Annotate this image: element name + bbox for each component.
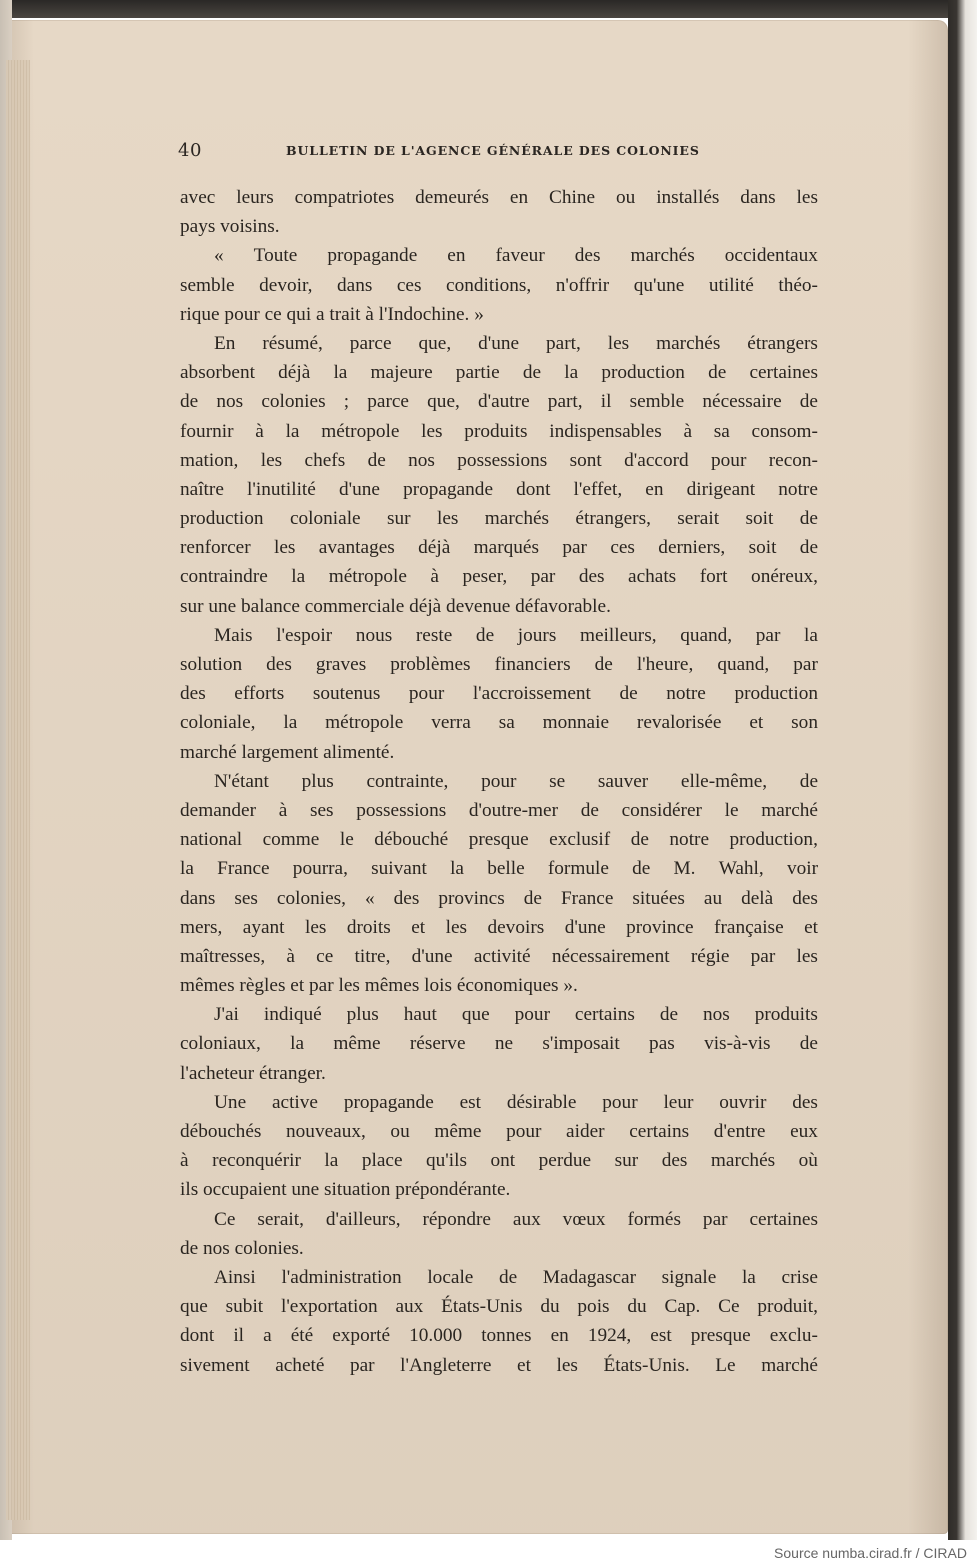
text-line: semble devoir, dans ces conditions, n'offrir qu'une utilité théo-: [180, 274, 818, 296]
text-line: sur une balance commerciale déjà devenue défavorable.: [180, 595, 611, 617]
text-line: Mais l'espoir nous reste de jours meilleurs, quand, par la: [214, 624, 818, 646]
text-line: à reconquérir la place qu'ils ont perdue sur des marchés où: [180, 1150, 818, 1172]
text-line: naître l'inutilité d'une propagande dont l'effet, en dirigeant notre: [180, 478, 818, 500]
text-line: mers, ayant les droits et les devoirs d'une province française et: [180, 916, 818, 938]
body-text: [180, 183, 818, 1380]
text-line: « Toute propagande en faveur des marchés occidentaux: [214, 245, 818, 267]
page-stack-edge: [6, 60, 30, 1520]
text-line: coloniale, la métropole verra sa monnaie revalorisée et son: [180, 712, 818, 734]
text-line: mêmes règles et par les mêmes lois économiques ».: [180, 975, 578, 997]
text-line: Une active propagande est désirable pour leur ouvrir des: [214, 1091, 818, 1113]
text-line: de nos colonies ; parce que, d'autre part, il semble nécessaire de: [180, 391, 818, 413]
scan-background-right: [948, 0, 977, 1540]
text-line: que subit l'exportation aux États-Unis du pois du Cap. Ce produit,: [180, 1296, 818, 1318]
page-number: 40: [178, 140, 202, 161]
text-line: pays voisins.: [180, 216, 280, 238]
text-line: J'ai indiqué plus haut que pour certains de nos produits: [214, 1004, 818, 1026]
scan-background-top: [0, 0, 977, 18]
text-line: national comme le débouché presque exclusif de notre production,: [180, 829, 818, 851]
text-line: la France pourra, suivant la belle formule de M. Wahl, voir: [180, 858, 818, 880]
running-head: [178, 140, 818, 164]
text-line: l'acheteur étranger.: [180, 1062, 326, 1084]
text-line: coloniaux, la même réserve ne s'imposait pas vis-à-vis de: [180, 1033, 818, 1055]
text-line: demander à ses possessions d'outre-mer de considérer le marché: [180, 799, 818, 821]
text-line: débouchés nouveaux, ou même pour aider certains d'entre eux: [180, 1121, 818, 1142]
text-line: marché largement alimenté.: [180, 741, 395, 763]
running-head-title: BULLETIN DE L'AGENCE GÉNÉRALE DES COLONIES: [286, 143, 700, 158]
text-line: renforcer les avantages déjà marqués par ces derniers, soit de: [180, 537, 818, 559]
text-line: mation, les chefs de nos possessions sont d'accord pour recon-: [180, 449, 818, 471]
source-credit: Source numba.cirad.fr / CIRAD: [774, 1545, 967, 1561]
text-line: solution des graves problèmes financiers de l'heure, quand, par: [180, 654, 818, 675]
text-line: dont il a été exporté 10.000 tonnes en 1924, est presque exclu-: [180, 1325, 818, 1347]
text-line: fournir à la métropole les produits indispensables à sa consom-: [180, 420, 818, 442]
text-line: Ce serait, d'ailleurs, répondre aux vœux formés par certaines: [214, 1208, 818, 1230]
text-line: En résumé, parce que, d'une part, les marchés étrangers: [214, 332, 818, 354]
text-line: des efforts soutenus pour l'accroissement de notre production: [180, 683, 818, 705]
text-line: sivement acheté par l'Angleterre et les États-Unis. Le marché: [180, 1354, 818, 1376]
text-line: dans ses colonies, « des provincs de France situées au delà des: [180, 887, 818, 909]
text-line: de nos colonies.: [180, 1237, 304, 1259]
text-line: ils occupaient une situation prépondérante.: [180, 1179, 511, 1201]
text-line: production coloniale sur les marchés étrangers, serait soit de: [180, 508, 818, 530]
text-line: N'étant plus contrainte, pour se sauver elle-même, de: [214, 770, 818, 792]
text-line: contraindre la métropole à peser, par des achats fort onéreux,: [180, 566, 818, 588]
text-line: Ainsi l'administration locale de Madagascar signale la crise: [214, 1266, 818, 1288]
text-line: rique pour ce qui a trait à l'Indochine. »: [180, 303, 484, 325]
text-line: maîtresses, à ce titre, d'une activité nécessairement régie par les: [180, 945, 818, 967]
text-line: absorbent déjà la majeure partie de la production de certaines: [180, 362, 818, 384]
text-line: avec leurs compatriotes demeurés en Chine ou installés dans les: [180, 187, 818, 208]
